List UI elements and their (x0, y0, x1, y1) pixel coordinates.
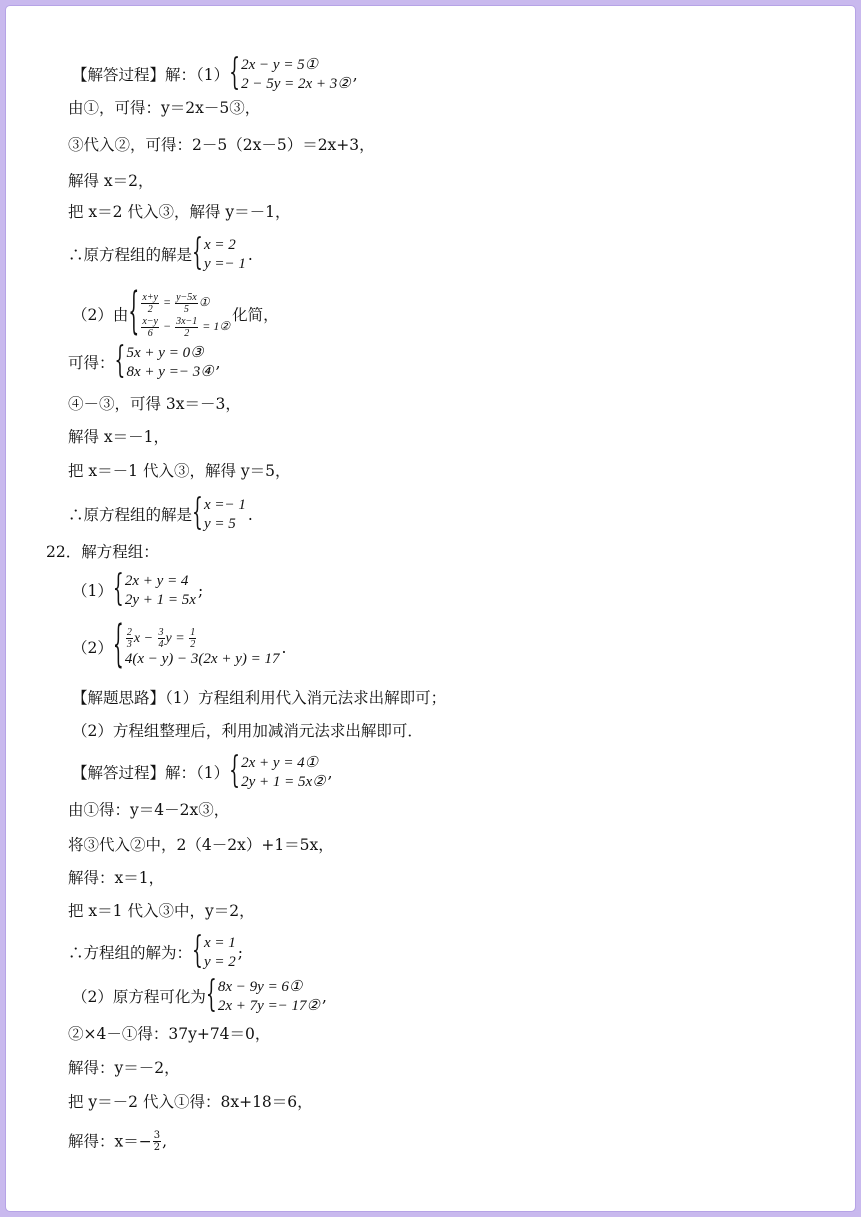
numerator: { 2 (126, 627, 132, 639)
line-prefix: （2）由 (72, 305, 129, 324)
equation: { 8x − 9y = 6① (217, 979, 303, 995)
equation-system (194, 236, 246, 274)
line-prefix: 【解答过程】解：（1） (72, 66, 230, 84)
denominator: 6 (147, 327, 153, 339)
operator: − (160, 318, 175, 333)
text-line (72, 627, 286, 669)
line-text: 将③代入②中，2（4－2x）+1＝5x， (68, 836, 334, 854)
equation-tail: ① (198, 295, 210, 309)
fraction (175, 292, 198, 315)
line-suffix: ; (237, 944, 244, 962)
line-text: 解得：y＝－2， (68, 1059, 180, 1077)
text-line (68, 800, 229, 820)
line-prefix: （2） (72, 639, 113, 658)
text-line (68, 202, 291, 222)
equation: y = 5 (204, 516, 236, 532)
equation-system (208, 978, 320, 1016)
denominator: 2 (190, 639, 196, 651)
line-text: 把 x＝－1 代入③，解得 y＝5， (68, 462, 291, 480)
text-line (68, 835, 334, 855)
line-prefix: 【解答过程】解：（1） (72, 764, 230, 782)
numerator: { x+y (142, 291, 158, 303)
fraction (141, 292, 159, 315)
line-suffix: , (352, 66, 358, 84)
equation-system (117, 344, 214, 382)
operator: = (160, 295, 175, 309)
line-text: （2）方程组整理后，利用加减消元法求出解即可． (72, 722, 423, 740)
fraction (153, 1130, 161, 1153)
equation-system (115, 572, 196, 610)
text-line (68, 1092, 313, 1112)
term: y = (165, 631, 189, 646)
line-suffix: . (247, 506, 253, 524)
equation: 2 − 5y = 2x + 3② (241, 76, 351, 92)
line-text: 把 x＝2 代入③，解得 y＝－1， (68, 203, 291, 221)
document-page (6, 6, 855, 1211)
text-line (68, 1024, 270, 1044)
line-text: ④－③，可得 3x＝－3， (68, 395, 241, 413)
line-suffix: , (215, 354, 221, 372)
line-text: 由①得：y＝4－2x③， (68, 801, 230, 819)
numerator: 3x−1 (176, 315, 198, 327)
fraction (126, 627, 133, 650)
text-line (72, 291, 279, 339)
denominator: 3 (126, 639, 132, 651)
text-line (68, 901, 255, 921)
term: x − (133, 631, 157, 646)
line-text: 解得：x＝1， (68, 869, 165, 887)
numerator: y−5x (176, 291, 197, 303)
equation-tail: = 1② (199, 318, 231, 333)
text-line (68, 344, 221, 382)
text-line (68, 394, 241, 414)
line-prefix: 解得：x＝− (68, 1132, 152, 1151)
line-suffix: , (322, 988, 327, 1006)
line-suffix: . (247, 246, 253, 264)
fraction (141, 316, 159, 339)
equation-system (231, 56, 351, 94)
equation: { x =− 1 (204, 497, 246, 513)
denominator: 5 (183, 303, 189, 315)
equation: { x = 1 (204, 935, 236, 951)
text-line (46, 542, 159, 562)
line-suffix: 化简， (232, 305, 279, 324)
equation: { 5x + y = 0③ (126, 345, 204, 361)
line-prefix: ∴原方程组的解是 (68, 506, 193, 524)
text-line (72, 572, 203, 610)
denominator: 4 (158, 639, 164, 651)
equation: 2y + 1 = 5x (124, 592, 196, 608)
equation-system (130, 291, 230, 339)
line-text: 把 y＝－2 代入①得：8x+18＝6， (68, 1093, 313, 1111)
line-prefix: （1） (72, 582, 113, 600)
numerator: 3 (158, 627, 164, 639)
denominator: 2 (147, 303, 153, 315)
equation: { 2x + y = 4 (124, 573, 189, 589)
line-text: ③代入②，可得：2－5（2x－5）＝2x+3， (68, 136, 375, 154)
equation-system (115, 627, 280, 669)
text-line (68, 236, 253, 274)
equation-system (194, 934, 236, 972)
equation: { 2x + y = 4① (241, 755, 319, 771)
equation: 2x + 7y =− 17② (217, 998, 321, 1014)
text-line (68, 1130, 167, 1153)
line-text: 解得 x＝2， (68, 172, 154, 190)
numerator: x−y (142, 315, 158, 327)
equation: { x = 2 (204, 237, 236, 253)
text-line (68, 1058, 180, 1078)
text-line (72, 721, 423, 741)
equation-system (231, 754, 326, 792)
fraction (175, 316, 198, 339)
denominator: 2 (153, 1142, 161, 1153)
line-suffix: ; (197, 582, 204, 600)
text-line (72, 754, 333, 792)
equation (125, 627, 280, 650)
text-line (68, 934, 243, 972)
line-prefix: ∴方程组的解为： (68, 944, 193, 962)
numerator: 1 (190, 627, 196, 639)
text-line (68, 461, 291, 481)
text-line (68, 135, 375, 155)
line-text: 把 x＝1 代入③中，y＝2， (68, 902, 255, 920)
line-suffix: , (162, 1132, 168, 1151)
text-line (68, 868, 164, 888)
line-text: 22．解方程组： (46, 543, 159, 561)
line-prefix: ∴原方程组的解是 (68, 246, 193, 264)
line-suffix: . (281, 639, 287, 658)
text-line (68, 496, 253, 534)
denominator: 2 (184, 327, 190, 339)
equation: 8x + y =− 3④ (126, 364, 214, 380)
line-text: ②×4－①得：37y+74＝0， (68, 1025, 271, 1043)
line-text: 解得 x＝－1， (68, 428, 170, 446)
line-text: 【解题思路】（1）方程组利用代入消元法求出解即可； (72, 689, 447, 707)
equation: 4(x − y) − 3(2x + y) = 17 (124, 651, 280, 668)
equation (140, 315, 230, 339)
equation: { 2x − y = 5① (241, 57, 319, 73)
equation: y =− 1 (204, 256, 246, 272)
text-line (72, 688, 446, 708)
equation: 2y + 1 = 5x② (241, 774, 326, 790)
fraction (158, 627, 165, 650)
line-prefix: 可得： (68, 354, 115, 372)
text-line (68, 98, 260, 118)
equation-system (194, 496, 246, 534)
text-line (68, 427, 169, 447)
text-line (68, 171, 154, 191)
line-prefix: （2）原方程可化为 (72, 988, 206, 1006)
line-suffix: , (327, 764, 333, 782)
text-line (72, 978, 327, 1016)
line-text: 由①，可得：y＝2x－5③， (68, 99, 261, 117)
fraction (189, 627, 196, 650)
text-line (72, 56, 358, 94)
equation: y = 2 (204, 954, 236, 970)
equation (140, 291, 230, 315)
numerator: 3 (153, 1130, 161, 1141)
